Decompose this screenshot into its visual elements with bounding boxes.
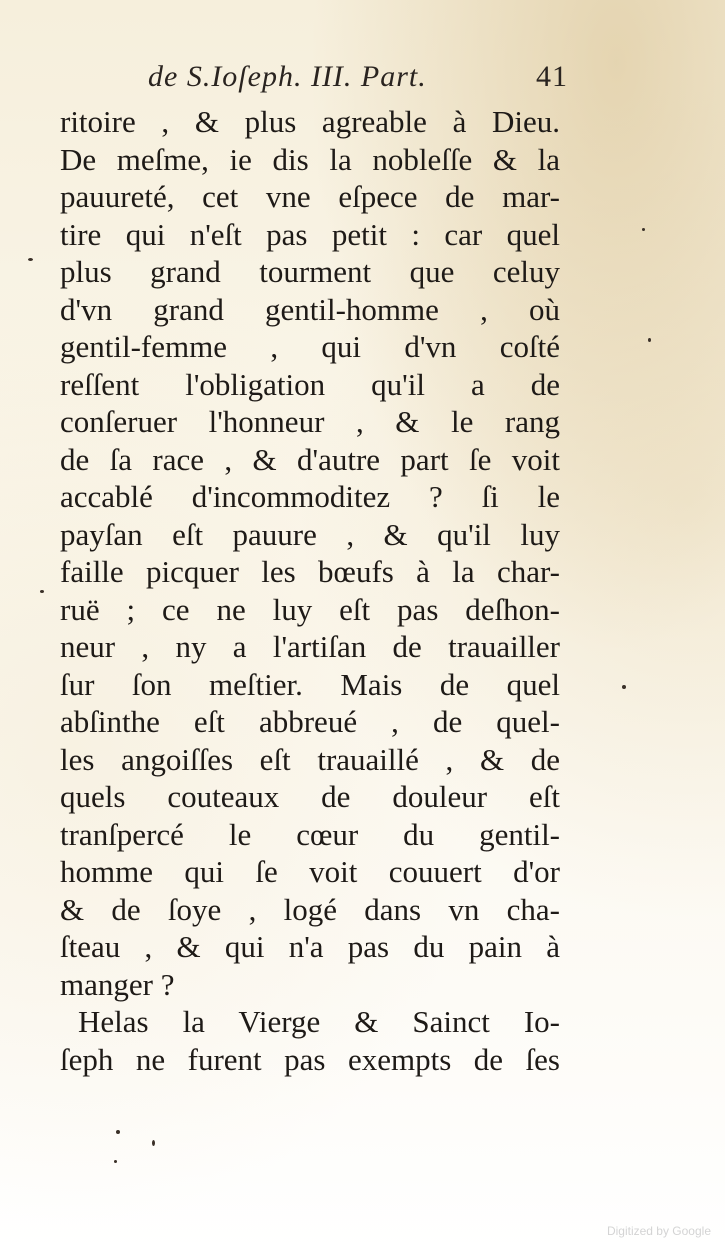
ink-speck (642, 228, 645, 231)
text-line: tire qui n'eſt pas petit : car quel (60, 216, 560, 252)
text-line: homme qui ſe voit couuert d'or (60, 854, 560, 889)
text-line: gentil-femme , qui d'vn coſté (60, 329, 560, 364)
text-line: manger ? (60, 966, 175, 1002)
ink-speck (114, 1160, 117, 1163)
text-line: neur , ny a l'artiſan de trauailler (60, 629, 560, 664)
text-line: faille picquer les bœufs à la char- (60, 554, 560, 589)
text-line: les angoiſſes eſt trauaillé , & de (60, 741, 560, 777)
text-line: tranſpercé le cœur du gentil- (60, 816, 560, 852)
text-line: abſinthe eſt abbreué , de quel- (60, 704, 560, 739)
ink-speck (28, 258, 33, 261)
text-line: reſſent l'obligation qu'il a de (60, 366, 560, 402)
running-head (148, 60, 568, 94)
ink-speck (116, 1130, 120, 1134)
paragraph-2 (60, 1003, 560, 1078)
text-line: accablé d'incommoditez ? ſi le (60, 479, 560, 514)
text-line: ſteau , & qui n'a pas du pain à (60, 929, 560, 964)
page-number: 41 (536, 60, 568, 93)
text-line: conſeruer l'honneur , & le rang (60, 404, 560, 439)
text-line: ſeph ne furent pas exempts de ſes (60, 1041, 560, 1077)
text-line: Helas la Vierge & Sainct Io- (78, 1004, 560, 1039)
text-line: d'vn grand gentil-homme , où (60, 291, 560, 327)
text-line: ruë ; ce ne luy eſt pas deſhon- (60, 591, 560, 627)
ink-speck (152, 1140, 155, 1146)
digitization-watermark: Digitized by Google (606, 1224, 711, 1238)
body-text (60, 103, 560, 1078)
ink-speck (40, 590, 44, 593)
text-line: quels couteaux de douleur eſt (60, 779, 560, 814)
text-line: pauureté, cet vne eſpece de mar- (60, 179, 560, 214)
text-line: de ſa race , & d'autre part ſe voit (60, 441, 560, 477)
text-line: De meſme, ie dis la nobleſſe & la (60, 141, 560, 177)
running-head-title: de S.Ioſeph. III. Part. (148, 60, 427, 93)
ink-speck (648, 338, 651, 342)
text-line: payſan eſt pauure , & qu'il luy (60, 516, 560, 552)
ink-speck (622, 685, 626, 689)
text-line: & de ſoye , logé dans vn cha- (60, 891, 560, 927)
paragraph-1 (60, 103, 560, 1003)
text-line: plus grand tourment que celuy (60, 254, 560, 289)
text-line: ritoire , & plus agreable à Dieu. (60, 104, 560, 139)
text-line: ſur ſon meſtier. Mais de quel (60, 666, 560, 702)
